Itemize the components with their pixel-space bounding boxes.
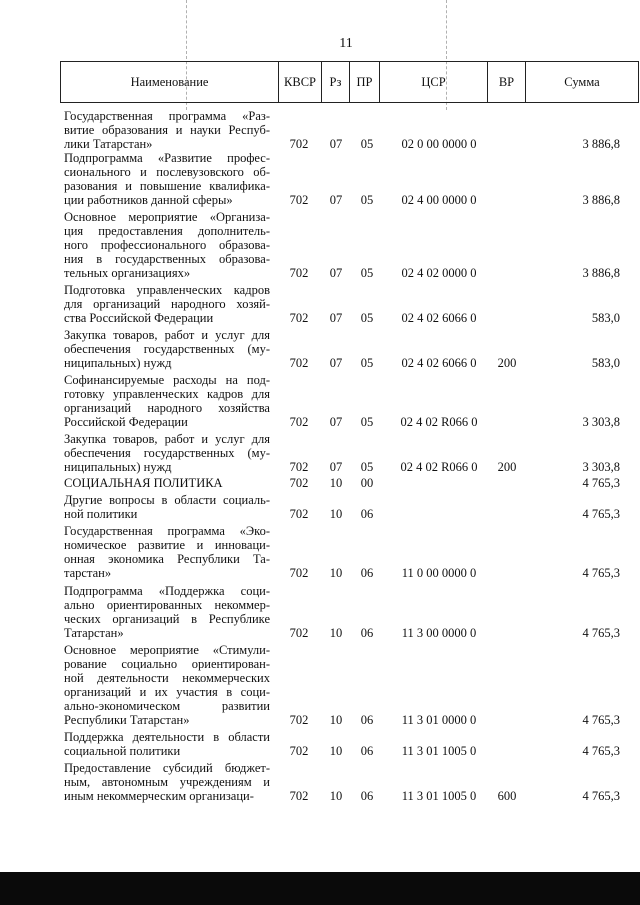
header-vr: ВР (488, 62, 526, 103)
name-line: ным, автономным учреждениям и (64, 775, 270, 789)
name-line: Основное мероприятие «Организа- (64, 210, 270, 224)
cell-kvsr: 702 (289, 507, 309, 521)
name-line: иным некоммерческим организаци- (64, 789, 254, 803)
cell-kvsr: 702 (289, 744, 309, 758)
page-number: 11 (339, 36, 353, 51)
cell-pr: 05 (360, 311, 374, 325)
cell-csr: 11 3 01 1005 0 (401, 789, 477, 803)
cell-kvsr: 702 (289, 713, 309, 727)
table-row (0, 524, 640, 580)
cell-csr: 02 4 02 R066 0 (400, 460, 478, 474)
cell-kvsr: 702 (289, 789, 309, 803)
cell-sum: 3 303,8 (582, 415, 620, 429)
cell-rz: 10 (329, 566, 343, 580)
cell-csr: 02 4 00 0000 0 (401, 193, 477, 207)
name-line: ной деятельности некоммерческих (64, 671, 270, 685)
cell-pr: 06 (360, 626, 374, 640)
cell-csr: 02 4 02 6066 0 (401, 311, 477, 325)
cell-kvsr: 702 (289, 566, 309, 580)
name-line: тельных организациях» (64, 266, 191, 280)
row-name (64, 643, 270, 727)
table-row (0, 151, 640, 207)
cell-rz: 10 (329, 507, 343, 521)
cell-kvsr: 702 (289, 460, 309, 474)
cell-rz: 10 (329, 744, 343, 758)
name-line: ниципальных) нужд (64, 460, 172, 474)
cell-csr: 02 4 02 6066 0 (401, 356, 477, 370)
cell-vr: 600 (497, 789, 517, 803)
cell-pr: 05 (360, 137, 374, 151)
name-line: ного профессионального образова- (64, 238, 270, 252)
cell-rz: 07 (329, 356, 343, 370)
row-name (64, 373, 270, 429)
header-csr: ЦСР (380, 62, 488, 103)
cell-rz: 10 (329, 789, 343, 803)
row-name (64, 432, 270, 474)
cell-pr: 05 (360, 193, 374, 207)
table-row (0, 476, 640, 490)
name-line: ниципальных) нужд (64, 356, 172, 370)
name-line: тарстан» (64, 566, 112, 580)
cell-vr: 200 (497, 356, 517, 370)
table-row (0, 210, 640, 280)
table-row (0, 328, 640, 370)
table-row (0, 761, 640, 803)
cell-pr: 00 (360, 476, 374, 490)
cell-pr: 05 (360, 266, 374, 280)
cell-rz: 07 (329, 137, 343, 151)
name-line: ства Российской Федерации (64, 311, 214, 325)
name-line: Татарстан» (64, 626, 124, 640)
name-line: лики Татарстан» (64, 137, 153, 151)
cell-csr: 11 0 00 0000 0 (401, 566, 477, 580)
table-row (0, 730, 640, 758)
cell-kvsr: 702 (289, 193, 309, 207)
cell-sum: 3 886,8 (582, 266, 620, 280)
name-line: Поддержка деятельности в области (64, 730, 270, 744)
cell-pr: 06 (360, 507, 374, 521)
name-line: ния в государственных образова- (64, 252, 270, 266)
row-name (64, 584, 270, 640)
name-line: организаций и их участия в соци- (64, 685, 270, 699)
name-line: Подготовка управленческих кадров (64, 283, 270, 297)
name-line: Подпрограмма «Поддержка соци- (64, 584, 270, 598)
cell-pr: 06 (360, 566, 374, 580)
cell-pr: 06 (360, 713, 374, 727)
name-line: ческих организаций в Республике (64, 612, 270, 626)
row-name (64, 730, 270, 758)
cell-rz: 10 (329, 713, 343, 727)
name-line: организаций народного хозяйства (64, 401, 270, 415)
name-line: Государственная программа «Раз- (64, 109, 270, 123)
name-line: номическое развитие и инноваци- (64, 538, 270, 552)
name-line: обеспечения государственных (му- (64, 446, 270, 460)
row-name (64, 476, 270, 490)
name-line: ция предоставления дополнитель- (64, 224, 270, 238)
header-rz: Рз (322, 62, 350, 103)
cell-kvsr: 702 (289, 415, 309, 429)
cell-sum: 4 765,3 (582, 789, 620, 803)
name-line: СОЦИАЛЬНАЯ ПОЛИТИКА (64, 476, 223, 490)
name-line: Софинансируемые расходы на под- (64, 373, 270, 387)
cell-sum: 3 886,8 (582, 137, 620, 151)
cell-csr: 02 0 00 0000 0 (401, 137, 477, 151)
name-line: Государственная программа «Эко- (64, 524, 270, 538)
row-name (64, 761, 270, 803)
cell-kvsr: 702 (289, 356, 309, 370)
name-line: ально ориентированных некоммер- (64, 598, 270, 612)
cell-rz: 07 (329, 460, 343, 474)
table-row (0, 643, 640, 727)
cell-pr: 05 (360, 415, 374, 429)
row-name (64, 151, 270, 207)
cell-sum: 4 765,3 (582, 626, 620, 640)
name-line: витие образования и науки Респуб- (64, 123, 270, 137)
cell-vr: 200 (497, 460, 517, 474)
row-name (64, 328, 270, 370)
name-line: Другие вопросы в области социаль- (64, 493, 270, 507)
cell-kvsr: 702 (289, 311, 309, 325)
name-line: Закупка товаров, работ и услуг для (64, 328, 270, 342)
cell-pr: 06 (360, 789, 374, 803)
table-row (0, 432, 640, 474)
table-row (0, 493, 640, 521)
cell-rz: 10 (329, 626, 343, 640)
name-line: социальной политики (64, 744, 181, 758)
row-name (64, 283, 270, 325)
cell-sum: 583,0 (591, 356, 620, 370)
cell-csr: 11 3 00 0000 0 (401, 626, 477, 640)
header-pr: ПР (350, 62, 380, 103)
name-line: Предоставление субсидий бюджет- (64, 761, 270, 775)
name-line: Основное мероприятие «Стимули- (64, 643, 270, 657)
name-line: разования и повышение квалифика- (64, 179, 270, 193)
name-line: рование социально ориентирован- (64, 657, 270, 671)
header-name: Наименование (61, 62, 279, 103)
name-line: готовку управленческих кадров для (64, 387, 270, 401)
row-name (64, 109, 270, 151)
cell-csr: 11 3 01 1005 0 (401, 744, 477, 758)
cell-kvsr: 702 (289, 476, 309, 490)
cell-sum: 4 765,3 (582, 713, 620, 727)
name-line: сионального и послевузовского об- (64, 165, 270, 179)
cell-kvsr: 702 (289, 266, 309, 280)
cell-rz: 10 (329, 476, 343, 490)
header-kvsr: КВСР (279, 62, 322, 103)
scan-bottom-border (0, 872, 640, 905)
cell-rz: 07 (329, 193, 343, 207)
cell-pr: 06 (360, 744, 374, 758)
name-line: ной политики (64, 507, 138, 521)
name-line: Подпрограмма «Развитие профес- (64, 151, 270, 165)
name-line: Закупка товаров, работ и услуг для (64, 432, 270, 446)
cell-sum: 4 765,3 (582, 507, 620, 521)
row-name (64, 524, 270, 580)
cell-sum: 3 303,8 (582, 460, 620, 474)
row-name (64, 493, 270, 521)
cell-rz: 07 (329, 266, 343, 280)
cell-rz: 07 (329, 415, 343, 429)
table-row (0, 373, 640, 429)
header-sum: Сумма (526, 62, 639, 103)
name-line: ции работников данной сферы» (64, 193, 233, 207)
cell-sum: 3 886,8 (582, 193, 620, 207)
name-line: обеспечения государственных (му- (64, 342, 270, 356)
cell-sum: 4 765,3 (582, 744, 620, 758)
cell-pr: 05 (360, 460, 374, 474)
name-line: для организаций народного хозяй- (64, 297, 270, 311)
table-row (0, 109, 640, 151)
cell-pr: 05 (360, 356, 374, 370)
table-row (0, 584, 640, 640)
name-line: Республики Татарстан» (64, 713, 190, 727)
cell-sum: 4 765,3 (582, 476, 620, 490)
cell-csr: 02 4 02 R066 0 (400, 415, 478, 429)
name-line: онная экономика Республики Та- (64, 552, 270, 566)
cell-sum: 4 765,3 (582, 566, 620, 580)
cell-sum: 583,0 (591, 311, 620, 325)
name-line: Российской Федерации (64, 415, 188, 429)
cell-kvsr: 702 (289, 626, 309, 640)
table-row (0, 283, 640, 325)
cell-csr: 11 3 01 0000 0 (401, 713, 477, 727)
row-name (64, 210, 270, 280)
name-line: ально-экономическом развитии (64, 699, 270, 713)
cell-rz: 07 (329, 311, 343, 325)
cell-csr: 02 4 02 0000 0 (401, 266, 477, 280)
cell-kvsr: 702 (289, 137, 309, 151)
